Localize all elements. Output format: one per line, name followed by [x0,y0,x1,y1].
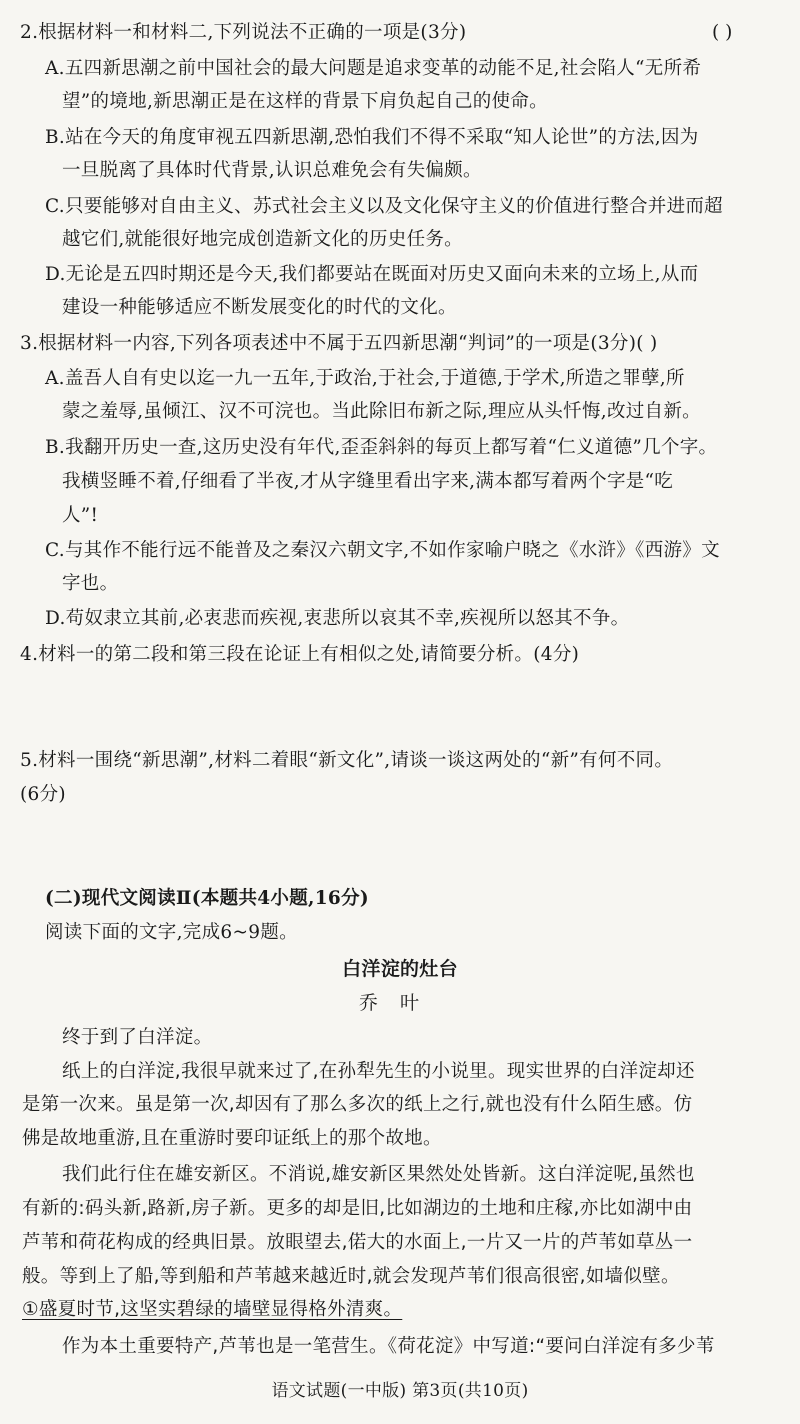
q4-stem: 4.材料一的第二段和第三段在论证上有相似之处,请简要分析。(4分) [20,644,580,665]
q2-option-d-line2: 建设一种能够适应不断发展变化的时代的文化。 [62,297,457,318]
q3-option-c-line1: C.与其作不能行远不能普及之秦汉六朝文字,不如作家喻户晓之《水浒》《西游》文 [45,540,720,561]
q3-option-d-line1: D.苟奴隶立其前,必衷悲而疾视,衷悲所以哀其不幸,疾视所以怒其不争。 [45,608,630,629]
q5-stem: 5.材料一围绕“新思潮”,材料二着眼“新文化”,请谈一谈这两处的“新”有何不同。 [20,750,674,771]
article-paragraph-1: 终于到了白洋淀。 [62,1027,213,1048]
q3-stem: 3.根据材料一内容,下列各项表述中不属于五四新思潮“判词”的一项是(3分)( ) [20,333,658,354]
q3-option-b-line3: 人”! [62,505,99,526]
section-instruction: 阅读下面的文字,完成6~9题。 [45,922,298,943]
q2-option-b-line1: B.站在今天的角度审视五四新思潮,恐怕我们不得不采取“知人论世”的方法,因为 [45,127,699,148]
q2-stem: 2.根据材料一和材料二,下列说法不正确的一项是(3分) [20,22,467,43]
article-paragraph-3-line4: 般。等到上了船,等到船和芦苇越来越近时,就会发现芦苇们很高很密,如墙似壁。 [22,1266,680,1287]
q2-option-d-line1: D.无论是五四时期还是今天,我们都要站在既面对历史又面向未来的立场上,从而 [45,264,699,285]
q3-option-a-line1: A.盖吾人自有史以迄一九一五年,于政治,于社会,于道德,于学术,所造之罪孽,所 [45,368,685,389]
q3-option-b-line2: 我横竖睡不着,仔细看了半夜,才从字缝里看出字来,满本都写着两个字是“吃 [62,471,674,492]
q2-option-b-line2: 一旦脱离了具体时代背景,认识总难免会有失偏颇。 [62,160,482,181]
article-paragraph-2-line3: 佛是故地重游,且在重游时要印证纸上的那个故地。 [22,1128,442,1149]
q3-option-c-line2: 字也。 [62,573,119,594]
q3-option-a-line2: 蒙之羞辱,虽倾江、汉不可浣也。当此除旧布新之际,理应从头忏悔,改过自新。 [62,401,701,422]
q2-option-c-line1: C.只要能够对自由主义、苏式社会主义以及文化保守主义的价值进行整合并进而超 [45,196,723,217]
article-author: 乔叶 [358,992,441,1014]
article-underlined-sentence-1: ①盛夏时节,这坚实碧绿的墙壁显得格外清爽。 [22,1299,403,1320]
article-paragraph-4-line1: 作为本土重要特产,芦苇也是一笔营生。《荷花淀》中写道:“要问白洋淀有多少苇 [62,1336,715,1357]
article-paragraph-3-line2: 有新的:码头新,路新,房子新。更多的却是旧,比如湖边的土地和庄稼,亦比如湖中由 [22,1198,693,1219]
article-paragraph-2-line2: 是第一次来。虽是第一次,却因有了那么多次的纸上之行,就也没有什么陌生感。仿 [22,1094,693,1115]
section-heading: (二)现代文阅读Ⅱ(本题共4小题,16分) [45,888,369,909]
article-paragraph-3-line1: 我们此行住在雄安新区。不消说,雄安新区果然处处皆新。这白洋淀呢,虽然也 [62,1164,695,1185]
q2-option-a-line2: 望”的境地,新思潮正是在这样的背景下肩负起自己的使命。 [62,91,548,112]
article-title: 白洋淀的灶台 [342,958,458,980]
article-paragraph-2-line1: 纸上的白洋淀,我很早就来过了,在孙犁先生的小说里。现实世界的白洋淀却还 [62,1061,695,1082]
article-paragraph-3-line3: 芦苇和荷花构成的经典旧景。放眼望去,偌大的水面上,一片又一片的芦苇如草丛一 [22,1232,693,1253]
page-footer: 语文试题(一中版) 第3页(共10页) [271,1381,529,1401]
q2-answer-paren: ( ) [712,22,733,43]
q3-option-b-line1: B.我翻开历史一查,这历史没有年代,歪歪斜斜的每页上都写着“仁义道德”几个字。 [45,437,718,458]
q2-option-c-line2: 越它们,就能很好地完成创造新文化的历史任务。 [62,229,463,250]
q2-option-a-line1: A.五四新思潮之前中国社会的最大问题是追求变革的动能不足,社会陷人“无所希 [45,58,702,79]
q5-score: (6分) [20,784,66,805]
